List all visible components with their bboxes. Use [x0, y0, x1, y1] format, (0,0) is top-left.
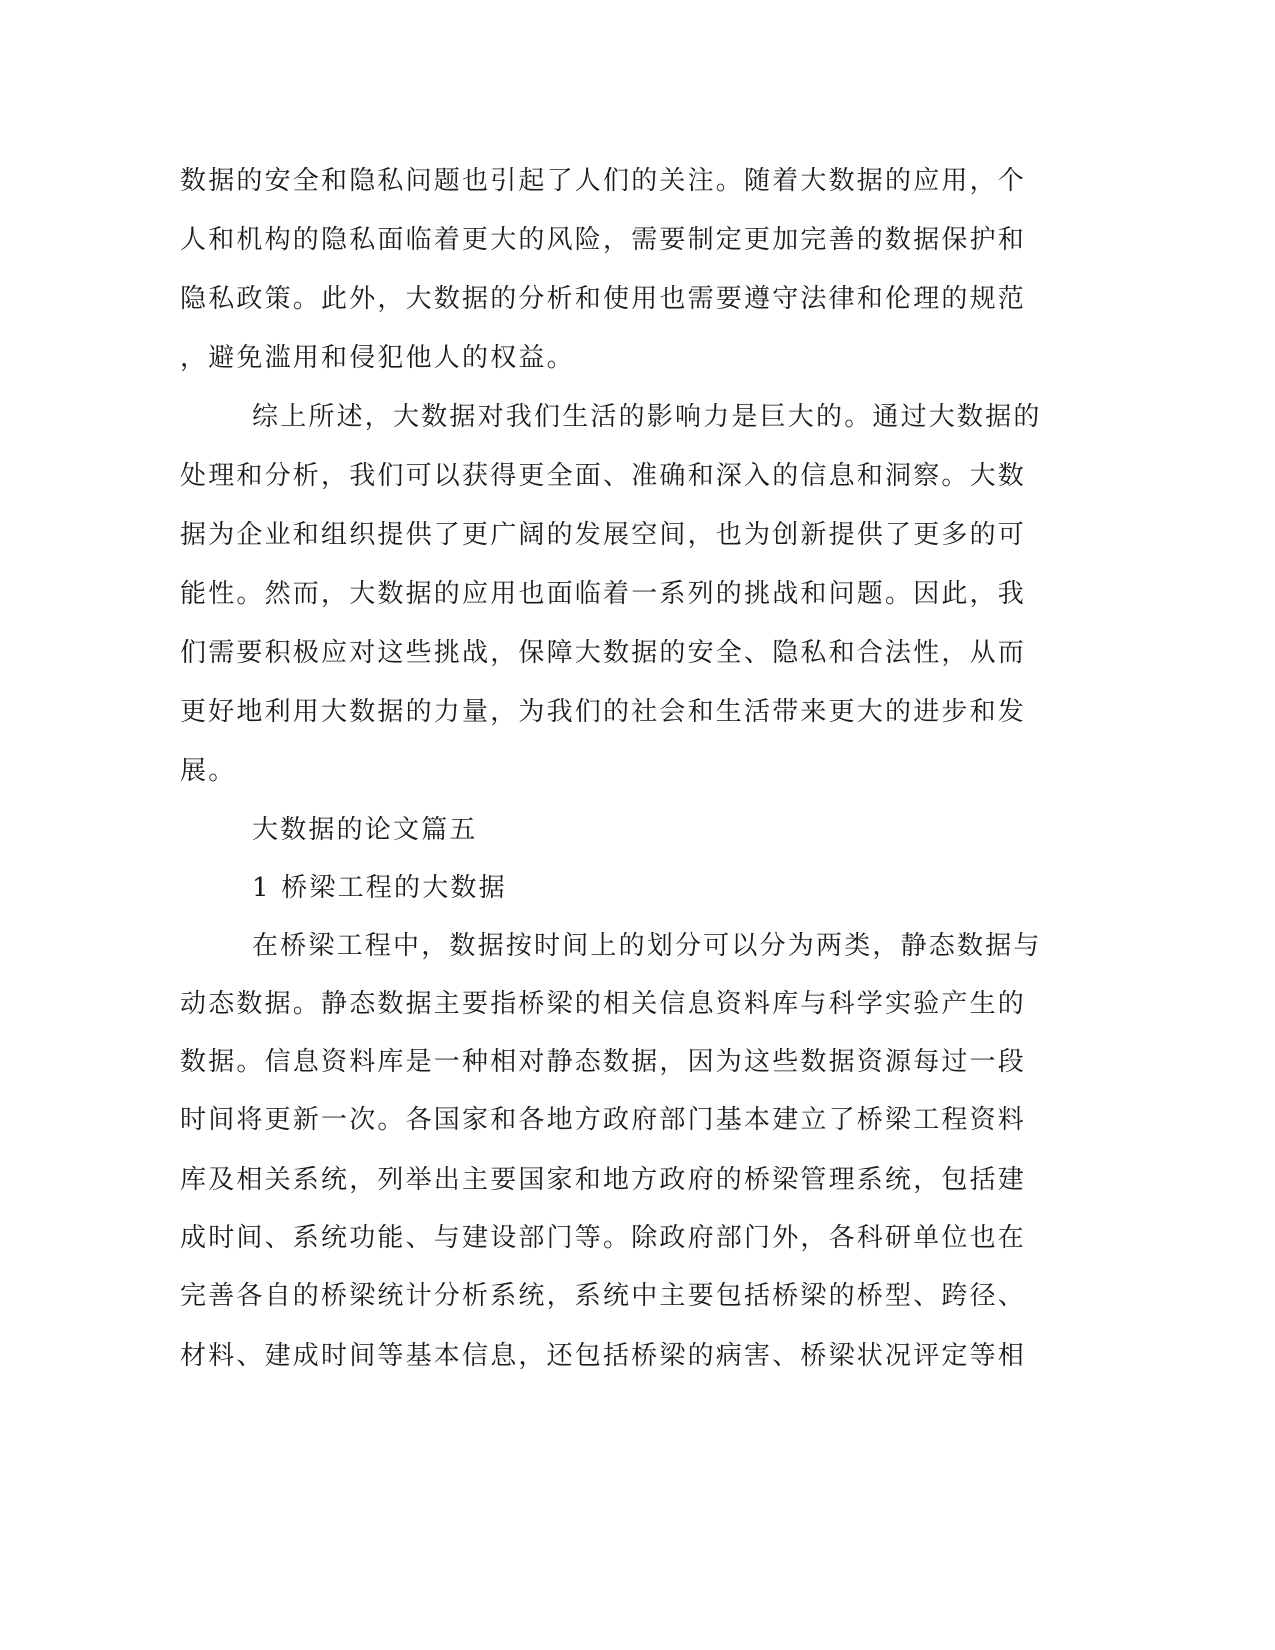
text-line: 更好地利用大数据的力量，为我们的社会和生活带来更大的进步和发: [180, 697, 1027, 727]
text-line: 动态数据。静态数据主要指桥梁的相关信息资料库与科学实验产生的: [180, 989, 1027, 1019]
text-line: 数据的安全和隐私问题也引起了人们的关注。随着大数据的应用，个: [180, 166, 1027, 196]
text-line: 据为企业和组织提供了更广阔的发展空间，也为创新提供了更多的可: [180, 520, 1027, 550]
text-line: 材料、建成时间等基本信息，还包括桥梁的病害、桥梁状况评定等相: [180, 1341, 1027, 1371]
text-line: 完善各自的桥梁统计分析系统，系统中主要包括桥梁的桥型、跨径、: [180, 1281, 1027, 1311]
text-line: 隐私政策。此外，大数据的分析和使用也需要遵守法律和伦理的规范: [180, 284, 1027, 314]
text-line: 数据。信息资料库是一种相对静态数据，因为这些数据资源每过一段: [180, 1047, 1027, 1077]
text-line: 人和机构的隐私面临着更大的风险，需要制定更加完善的数据保护和: [180, 225, 1027, 255]
text-line: 处理和分析，我们可以获得更全面、准确和深入的信息和洞察。大数: [180, 461, 1027, 491]
text-line: 们需要积极应对这些挑战，保障大数据的安全、隐私和合法性，从而: [180, 638, 1027, 668]
text-line: 在桥梁工程中，数据按时间上的划分可以分为两类，静态数据与: [252, 931, 1042, 961]
text-line: 成时间、系统功能、与建设部门等。除政府部门外，各科研单位也在: [180, 1223, 1027, 1253]
section-heading: 大数据的论文篇五: [252, 815, 478, 845]
text-line: 能性。然而，大数据的应用也面临着一系列的挑战和问题。因此，我: [180, 579, 1027, 609]
text-line: 展。: [180, 756, 237, 786]
text-line: 库及相关系统，列举出主要国家和地方政府的桥梁管理系统，包括建: [180, 1165, 1027, 1195]
text-line: ，避免滥用和侵犯他人的权益。: [180, 343, 575, 373]
subsection-heading: 1 桥梁工程的大数据: [252, 873, 507, 903]
text-line: 时间将更新一次。各国家和各地方政府部门基本建立了桥梁工程资料: [180, 1105, 1027, 1135]
text-line: 综上所述，大数据对我们生活的影响力是巨大的。通过大数据的: [252, 402, 1042, 432]
